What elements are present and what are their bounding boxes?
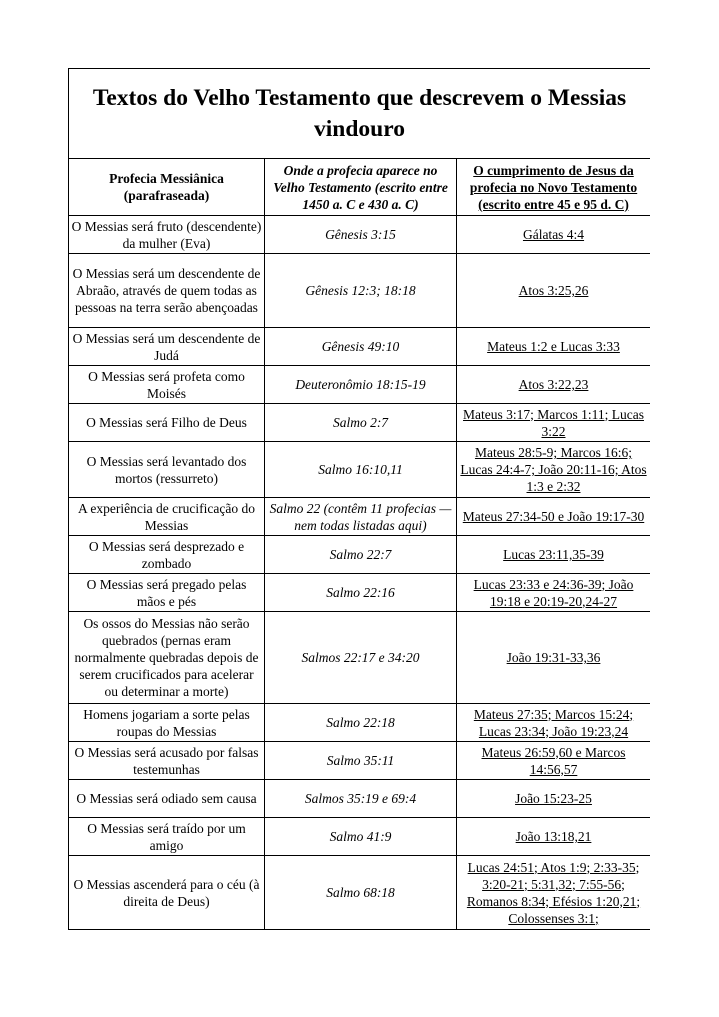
prophecy-cell: O Messias será profeta como Moisés: [69, 366, 265, 404]
document-page: [68, 68, 650, 944]
prophecy-table: [68, 68, 650, 930]
old-testament-cell: Salmo 22:7: [265, 536, 457, 574]
old-testament-cell: Salmos 22:17 e 34:20: [265, 612, 457, 704]
table-row: [69, 818, 651, 856]
prophecy-cell: O Messias será levantado dos mortos (ressurreto): [69, 442, 265, 498]
new-testament-cell: Mateus 26:59,60 e Marcos 14:56,57: [457, 742, 651, 780]
table-row: [69, 742, 651, 780]
new-testament-cell: Gálatas 4:4: [457, 216, 651, 254]
new-testament-cell: Lucas 23:11,35-39: [457, 536, 651, 574]
old-testament-cell: Gênesis 3:15: [265, 216, 457, 254]
old-testament-cell: Salmo 35:11: [265, 742, 457, 780]
old-testament-cell: Salmo 2:7: [265, 404, 457, 442]
prophecy-cell: O Messias será traído por um amigo: [69, 818, 265, 856]
table-row: [69, 366, 651, 404]
prophecy-cell: O Messias será Filho de Deus: [69, 404, 265, 442]
table-row: [69, 704, 651, 742]
prophecy-cell: O Messias será um descendente de Abraão, através de quem todas as pessoas na terra serão abençoadas: [69, 254, 265, 328]
header-row: [69, 159, 651, 216]
old-testament-cell: Salmo 68:18: [265, 856, 457, 930]
new-testament-cell: João 13:18,21: [457, 818, 651, 856]
new-testament-cell: João 15:23-25: [457, 780, 651, 818]
new-testament-cell: Mateus 27:34-50 e João 19:17-30: [457, 498, 651, 536]
old-testament-cell: Salmo 22:18: [265, 704, 457, 742]
prophecy-cell: O Messias será fruto (descendente) da mulher (Eva): [69, 216, 265, 254]
new-testament-cell: Atos 3:22,23: [457, 366, 651, 404]
new-testament-cell: Mateus 27:35; Marcos 15:24; Lucas 23:34; João 19:23,24: [457, 704, 651, 742]
new-testament-cell: Mateus 1:2 e Lucas 3:33: [457, 328, 651, 366]
title-row: [69, 69, 651, 159]
old-testament-cell: Gênesis 12:3; 18:18: [265, 254, 457, 328]
prophecy-cell: Os ossos do Messias não serão quebrados (pernas eram normalmente quebradas depois de serem crucificados para acelerar ou determinar a morte): [69, 612, 265, 704]
table-row: [69, 254, 651, 328]
old-testament-cell: Salmo 22 (contêm 11 profecias —nem todas listadas aqui): [265, 498, 457, 536]
table-row: [69, 442, 651, 498]
prophecy-cell: O Messias será odiado sem causa: [69, 780, 265, 818]
table-row: [69, 216, 651, 254]
old-testament-cell: Salmo 16:10,11: [265, 442, 457, 498]
table-row: [69, 856, 651, 930]
old-testament-cell: Deuteronômio 18:15-19: [265, 366, 457, 404]
new-testament-cell: Lucas 24:51; Atos 1:9; 2:33-35; 3:20-21; 5:31,32; 7:55-56; Romanos 8:34; Efésios 1:20,21; Colossenses 3:1;: [457, 856, 651, 930]
table-row: [69, 780, 651, 818]
table-row: [69, 498, 651, 536]
prophecy-cell: O Messias será um descendente de Judá: [69, 328, 265, 366]
old-testament-cell: Salmos 35:19 e 69:4: [265, 780, 457, 818]
new-testament-cell: Atos 3:25,26: [457, 254, 651, 328]
old-testament-cell: Gênesis 49:10: [265, 328, 457, 366]
new-testament-cell: Mateus 3:17; Marcos 1:11; Lucas 3:22: [457, 404, 651, 442]
old-testament-cell: Salmo 22:16: [265, 574, 457, 612]
table-row: [69, 574, 651, 612]
prophecy-cell: O Messias ascenderá para o céu (à direita de Deus): [69, 856, 265, 930]
prophecy-cell: O Messias será desprezado e zombado: [69, 536, 265, 574]
new-testament-cell: Mateus 28:5-9; Marcos 16:6; Lucas 24:4-7; João 20:11-16; Atos 1:3 e 2:32: [457, 442, 651, 498]
prophecy-cell: O Messias será acusado por falsas testemunhas: [69, 742, 265, 780]
prophecy-cell: A experiência de crucificação do Messias: [69, 498, 265, 536]
table-title: Textos do Velho Testamento que descrevem o Messias vindouro: [69, 69, 651, 159]
table-row: [69, 612, 651, 704]
prophecy-cell: O Messias será pregado pelas mãos e pés: [69, 574, 265, 612]
new-testament-cell: Lucas 23:33 e 24:36-39; João 19:18 e 20:19-20,24-27: [457, 574, 651, 612]
prophecy-cell: Homens jogariam a sorte pelas roupas do Messias: [69, 704, 265, 742]
old-testament-cell: Salmo 41:9: [265, 818, 457, 856]
header-prophecy: Profecia Messiânica (parafraseada): [69, 159, 265, 216]
table-row: [69, 328, 651, 366]
table-row: [69, 404, 651, 442]
new-testament-cell: João 19:31-33,36: [457, 612, 651, 704]
table-row: [69, 536, 651, 574]
header-fulfillment: O cumprimento de Jesus da profecia no Novo Testamento (escrito entre 45 e 95 d. C): [457, 159, 651, 216]
header-old-testament: Onde a profecia aparece no Velho Testamento (escrito entre 1450 a. C e 430 a. C): [265, 159, 457, 216]
